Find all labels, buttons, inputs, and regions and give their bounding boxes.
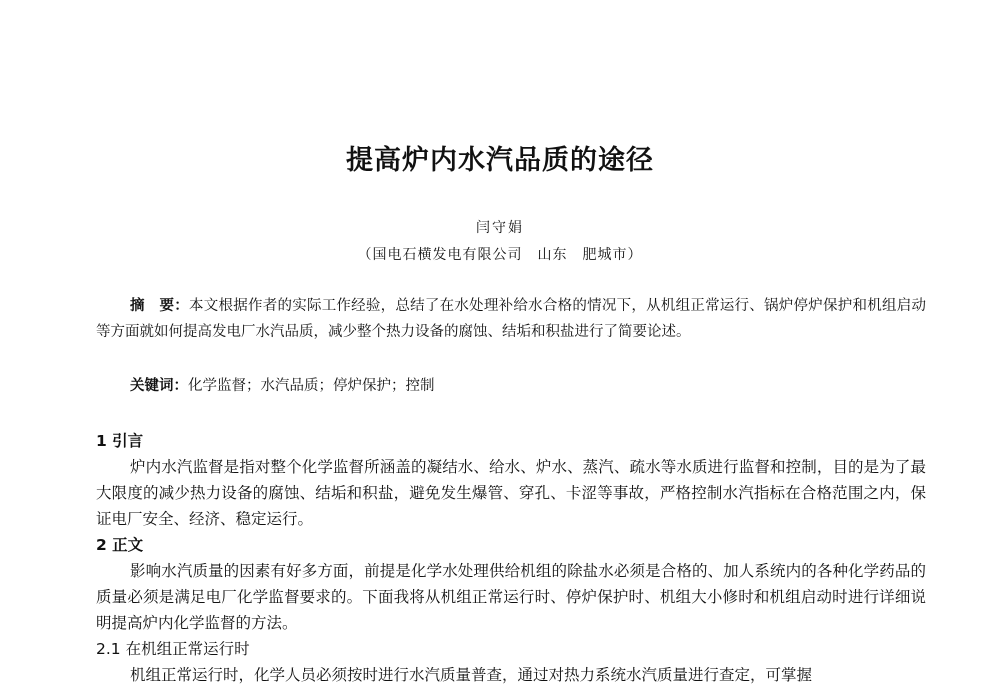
author-affiliation: （国电石横发电有限公司 山东 肥城市）	[357, 247, 643, 263]
abstract-block	[96, 293, 926, 345]
keywords-text: 化学监督；水汽品质；停炉保护；控制	[188, 378, 435, 394]
section-paragraph-introduction: 炉内水汽监督是指对整个化学监督所涵盖的凝结水、给水、炉水、蒸汽、疏水等水质进行监督和控制，目的是为了最大限度的减少热力设备的腐蚀、结垢和积盐，避免发生爆管、穿孔、卡涩等事故，严格控制水汽指标在合格范围之内，保证电厂安全、经济、稳定运行。	[96, 458, 926, 528]
paper-title: 提高炉内水汽品质的途径	[346, 145, 654, 176]
section-heading-introduction: 1 引言	[96, 432, 144, 450]
paper-body	[96, 428, 926, 684]
author-name: 闫守娟	[476, 220, 524, 236]
abstract-text: 本文根据作者的实际工作经验，总结了在水处理补给水合格的情况下，从机组正常运行、锅炉停炉保护和机组启动等方面就如何提高发电厂水汽品质，减少整个热力设备的腐蚀、结垢和积盐进行了简要论述。	[96, 298, 926, 340]
abstract-label: 摘 要：	[130, 298, 189, 314]
keywords-label: 关键词：	[130, 378, 188, 394]
subsection-heading-normal-operation: 2.1 在机组正常运行时	[96, 640, 250, 658]
keywords-block	[130, 373, 920, 399]
section-paragraph-main: 影响水汽质量的因素有好多方面，前提是化学水处理供给机组的除盐水必须是合格的、加人系统内的各种化学药品的质量必须是满足电厂化学监督要求的。下面我将从机组正常运行时、停炉保护时、机组大小修时和机组启动时进行详细说明提高炉内化学监督的方法。	[96, 562, 926, 632]
subsection-paragraph-normal-operation: 机组正常运行时，化学人员必须按时进行水汽质量普查，通过对热力系统水汽质量进行查定，可掌握	[130, 666, 813, 684]
section-heading-main: 2 正文	[96, 536, 144, 554]
